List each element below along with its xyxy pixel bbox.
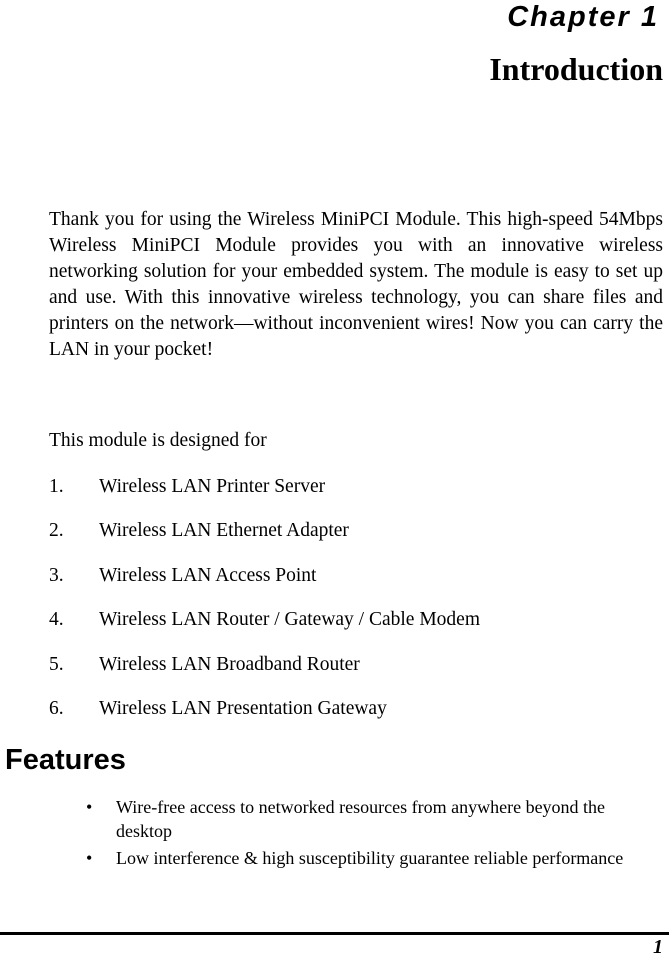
item-number: 6.	[49, 697, 64, 719]
item-text: Wireless LAN Broadband Router	[99, 653, 360, 675]
list-item	[49, 474, 480, 518]
list-item	[49, 607, 480, 651]
item-text: Wireless LAN Printer Server	[99, 476, 326, 497]
item-text: Wireless LAN Ethernet Adapter	[99, 520, 349, 542]
item-text: Wireless LAN Access Point	[99, 564, 317, 586]
feature-text: Low interference & high susceptibility guarantee reliable performance	[116, 848, 624, 868]
designed-for-lead: This module is designed for	[49, 430, 267, 451]
page-number: 1	[653, 936, 663, 958]
item-number: 2.	[49, 520, 64, 542]
page-title: Introduction	[489, 51, 663, 87]
item-number: 4.	[49, 609, 64, 631]
list-item	[49, 563, 480, 607]
bullet-icon: •	[86, 848, 93, 868]
bullet-icon: •	[86, 797, 93, 817]
footer-divider	[0, 932, 669, 935]
item-number: 5.	[49, 653, 64, 675]
chapter-label: Chapter 1	[507, 1, 659, 33]
list-item	[49, 696, 480, 740]
list-item	[49, 518, 480, 562]
item-text: Wireless LAN Router / Gateway / Cable Modem	[99, 609, 480, 631]
intro-paragraph: Thank you for using the Wireless MiniPCI Module. This high-speed 54Mbps Wireless MiniPCI Module provides you with an innovative wireless networking solution for your embedded system. The module is easy to set up and use. With this innovative wireless technology, you can share files and printers on the network—without inconvenient wires! Now you can carry the LAN in your pocket!	[49, 209, 663, 360]
features-list	[86, 795, 646, 873]
features-heading: Features	[5, 744, 126, 776]
item-text: Wireless LAN Presentation Gateway	[99, 697, 387, 719]
item-number: 3.	[49, 564, 64, 586]
item-number: 1.	[49, 476, 64, 497]
designed-for-list	[49, 474, 480, 740]
list-item	[86, 846, 646, 870]
list-item	[49, 652, 480, 696]
feature-text: Wire-free access to networked resources from anywhere beyond the desktop	[116, 797, 606, 841]
list-item	[86, 795, 646, 843]
